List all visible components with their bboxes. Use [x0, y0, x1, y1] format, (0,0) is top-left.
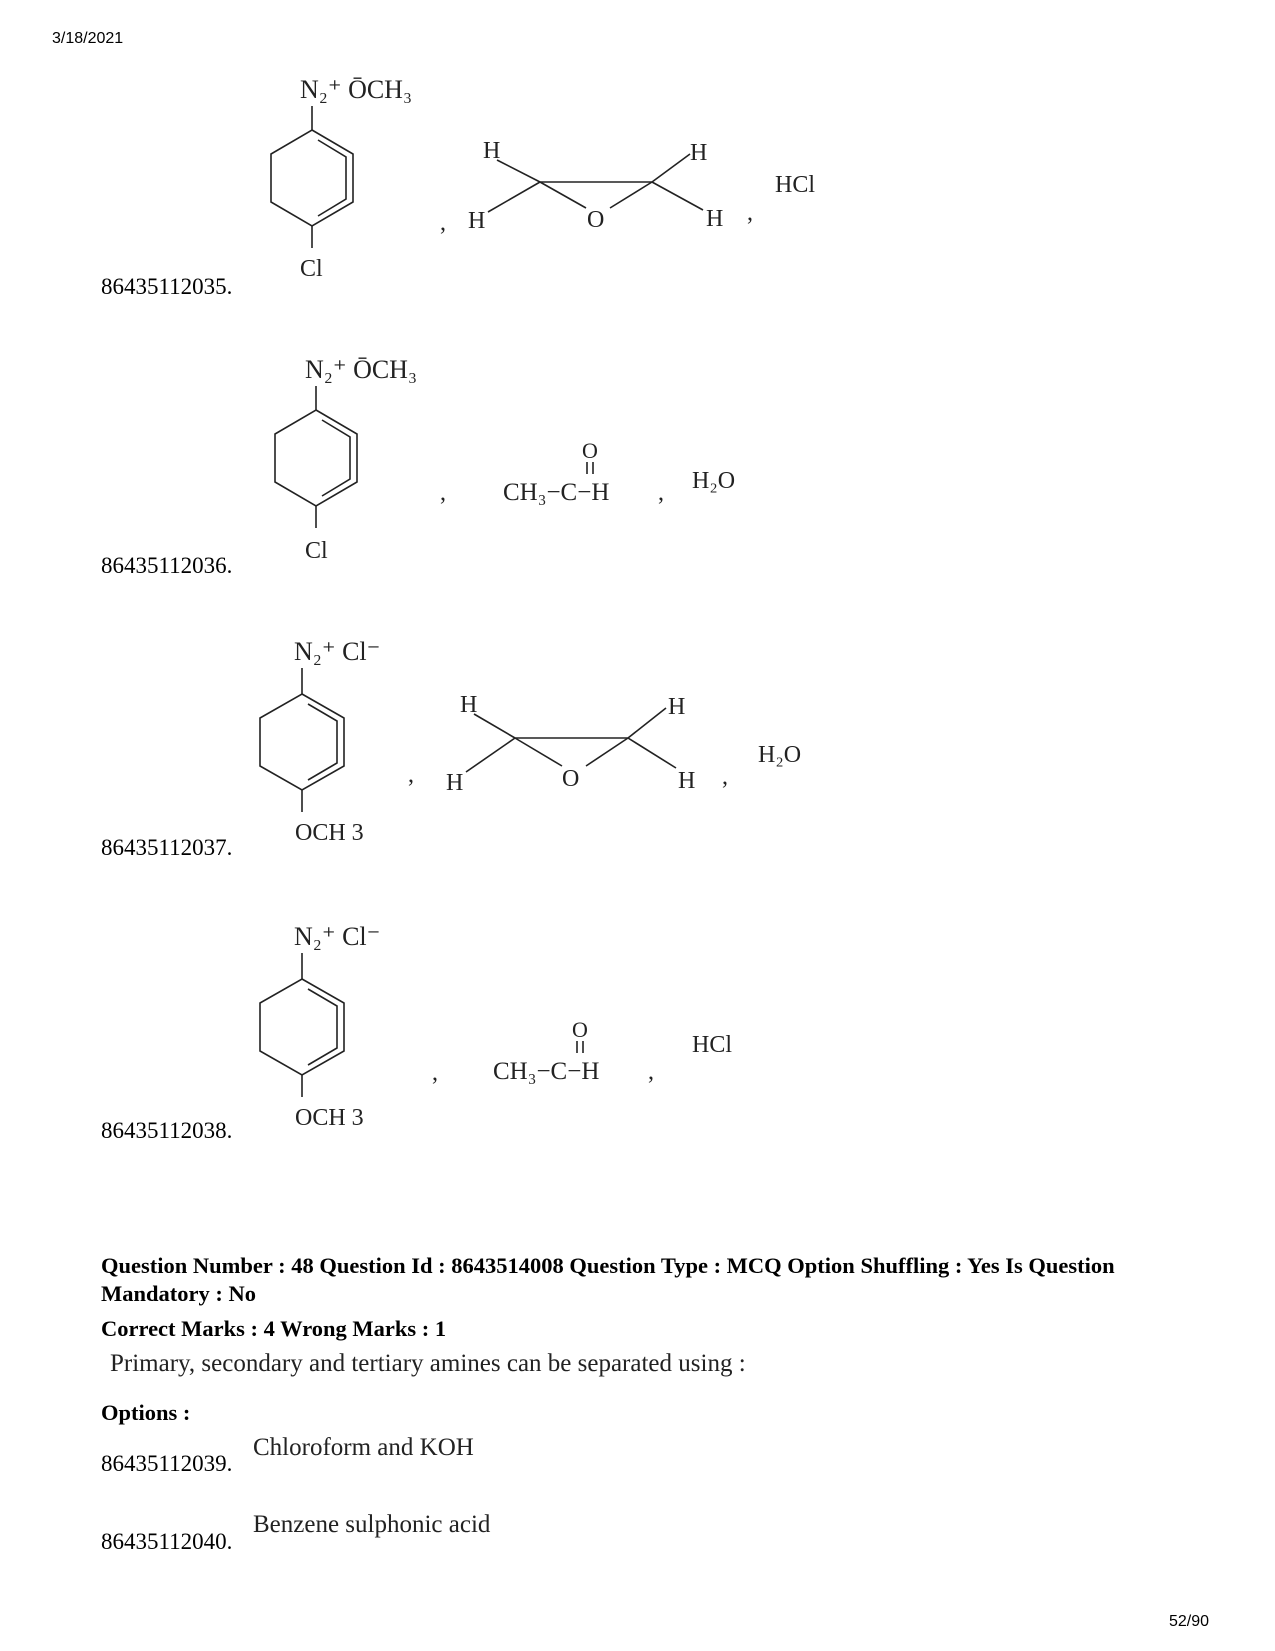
comma: , [648, 1059, 654, 1085]
page-number: 52/90 [1168, 1613, 1209, 1630]
comma: , [658, 480, 664, 506]
byproduct: HCl [692, 1032, 733, 1058]
diazonium-label: N₂⁺ ŌCH₃ [305, 355, 418, 384]
benzene-ring [260, 979, 344, 1075]
epoxide-o: O [562, 766, 580, 792]
question-header: Question Number : 48 Question Id : 8643514008 Question Type : MCQ Option Shuffling : Yes Is Question Mandatory : No [101, 1253, 1115, 1306]
reagent: CH₃−C−H [493, 1058, 600, 1085]
carbonyl-o: O [582, 438, 598, 463]
para-substituent: OCH 3 [295, 820, 364, 846]
benzene-ring [275, 410, 357, 506]
para-substituent: Cl [305, 538, 328, 564]
epoxide-h: H [446, 770, 464, 796]
option-id: 86435112037. [101, 835, 233, 860]
bond-line [628, 708, 666, 738]
byproduct: HCl [775, 172, 816, 198]
comma: , [408, 762, 414, 788]
benzene-ring [260, 694, 344, 790]
question-text: Primary, secondary and tertiary amines can be separated using : [110, 1350, 746, 1377]
option-id: 86435112035. [101, 274, 233, 299]
option-id: 86435112040. [101, 1529, 233, 1554]
diazonium-label: N₂⁺ ŌCH₃ [300, 75, 413, 104]
bond-line [586, 738, 628, 766]
bond-line [515, 738, 562, 766]
para-substituent: Cl [300, 256, 323, 282]
benzene-ring [271, 130, 353, 226]
option-structure-36 [0, 350, 1275, 580]
epoxide-h: H [678, 768, 696, 794]
bond-line [610, 182, 652, 208]
bond-line [497, 160, 540, 182]
epoxide-o: O [587, 207, 605, 233]
byproduct: H₂O [758, 742, 802, 768]
option-structure-38 [0, 917, 1275, 1147]
benzene-inner-bond [322, 420, 350, 496]
epoxide-h: H [468, 208, 486, 234]
epoxide-h: H [483, 138, 501, 164]
bond-line [466, 738, 515, 772]
option-id: 86435112039. [101, 1451, 233, 1476]
bond-line [474, 714, 515, 738]
reagent: CH₃−C−H [503, 479, 610, 506]
comma: , [432, 1060, 438, 1086]
comma: , [440, 210, 446, 236]
benzene-inner-bond [308, 989, 337, 1065]
diazonium-label: N₂⁺ Cl⁻ [294, 637, 381, 666]
epoxide-h: H [460, 692, 478, 718]
option-id: 86435112036. [101, 553, 233, 578]
bond-line [628, 738, 676, 768]
option-text: Chloroform and KOH [253, 1434, 474, 1461]
bond-line [652, 182, 703, 210]
para-substituent: OCH 3 [295, 1105, 364, 1131]
carbonyl-o: O [572, 1017, 588, 1042]
benzene-inner-bond [318, 140, 346, 216]
question-marks: Correct Marks : 4 Wrong Marks : 1 [101, 1316, 447, 1341]
option-structure-37 [0, 632, 1275, 862]
comma: , [747, 200, 753, 226]
comma: , [440, 480, 446, 506]
option-structure-35 [0, 70, 1275, 300]
print-date: 3/18/2021 [52, 30, 124, 47]
comma: , [722, 764, 728, 790]
epoxide-h: H [690, 140, 708, 166]
epoxide-h: H [706, 206, 724, 232]
benzene-inner-bond [308, 704, 337, 780]
options-label: Options : [101, 1400, 191, 1425]
bond-line [652, 154, 690, 182]
diazonium-label: N₂⁺ Cl⁻ [294, 922, 381, 951]
option-id: 86435112038. [101, 1118, 233, 1143]
bond-line [488, 182, 540, 212]
byproduct: H₂O [692, 468, 736, 494]
bond-line [540, 182, 586, 208]
option-text: Benzene sulphonic acid [253, 1511, 491, 1538]
epoxide-h: H [668, 694, 686, 720]
